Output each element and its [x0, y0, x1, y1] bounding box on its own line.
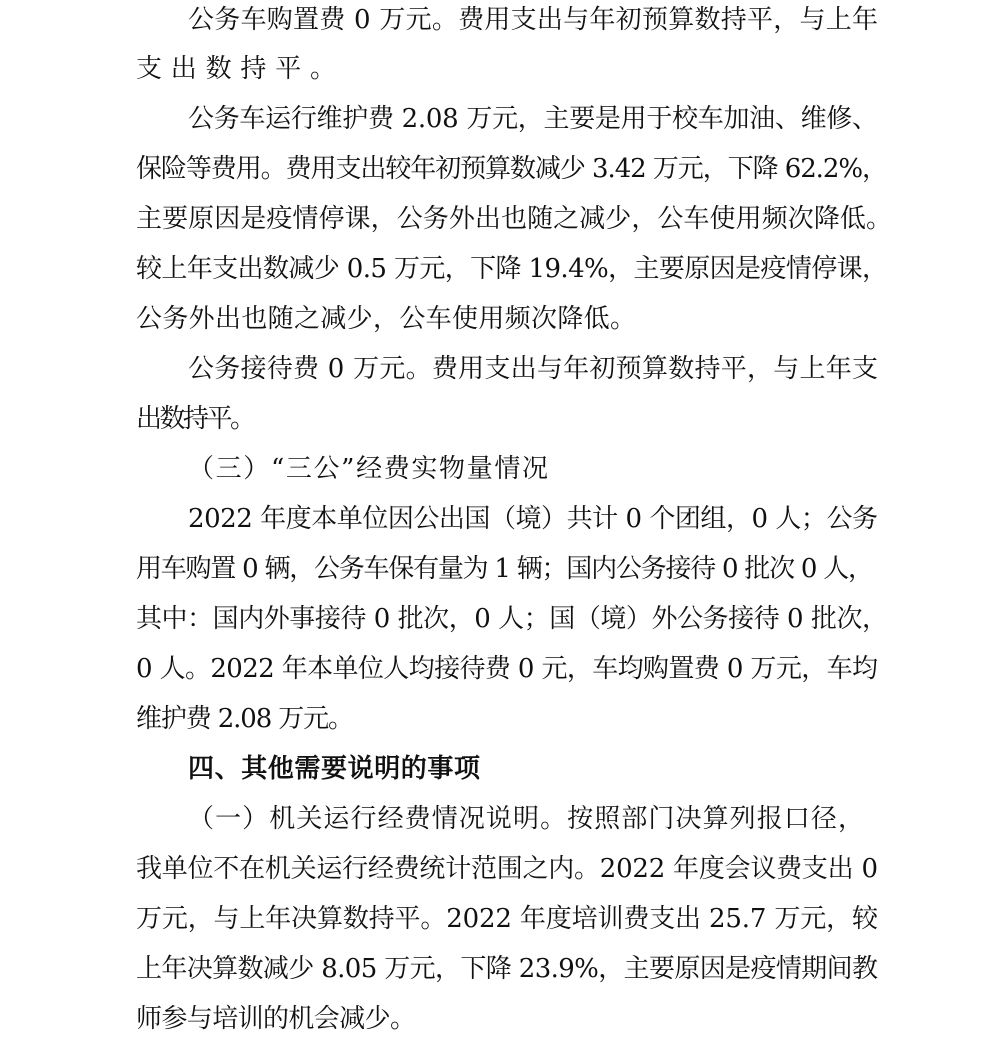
text-line: 2022 年度本单位因公出国（境）共计 0 个团组，0 人；公务 — [188, 504, 878, 534]
text-line: 公务接待费 0 万元。费用支出与年初预算数持平，与上年支 — [188, 354, 879, 384]
text-line: 上年决算数减少 8.05 万元，下降 23.9%，主要原因是疫情期间教 — [136, 954, 878, 984]
text-line: 维护费 2.08 万元。 — [136, 704, 353, 734]
text-line: 万元，与上年决算数持平。2022 年度培训费支出 25.7 万元，较 — [136, 904, 878, 934]
text-line: 出数持平。 — [136, 404, 254, 434]
text-line: 公务外出也随之减少，公车使用频次降低。 — [136, 304, 637, 334]
text-line: 较上年支出数减少 0.5 万元，下降 19.4%，主要原因是疫情停课， — [136, 254, 888, 284]
text-line: 主要原因是疫情停课，公务外出也随之减少，公车使用频次降低。 — [136, 204, 893, 234]
text-line: 保险等费用。费用支出较年初预算数减少 3.42 万元，下降 62.2%， — [136, 154, 887, 184]
text-line: 支出数持平。 — [136, 54, 345, 84]
text-line: 用车购置 0 辆，公务车保有量为 1 辆；国内公务接待 0 批次 0 人， — [136, 554, 873, 584]
text-line: 我单位不在机关运行经费统计范围之内。2022 年度会议费支出 0 — [136, 854, 878, 884]
text-line: 公务车购置费 0 万元。费用支出与年初预算数持平，与上年 — [188, 5, 879, 35]
text-line: 其中：国内外事接待 0 批次，0 人；国（境）外公务接待 0 批次， — [136, 604, 888, 634]
text-line: 0 人。2022 年本单位人均接待费 0 元，车均购置费 0 万元，车均 — [136, 654, 878, 684]
section-subheading: （三）“三公”经费实物量情况 — [188, 454, 550, 484]
text-line: 公务车运行维护费 2.08 万元，主要是用于校车加油、维修、 — [188, 104, 878, 134]
text-line: 师参与培训的机会减少。 — [136, 1004, 416, 1034]
text-line: （一）机关运行经费情况说明。按照部门决算列报口径， — [188, 804, 866, 834]
section-heading: 四、其他需要说明的事项 — [188, 754, 481, 784]
